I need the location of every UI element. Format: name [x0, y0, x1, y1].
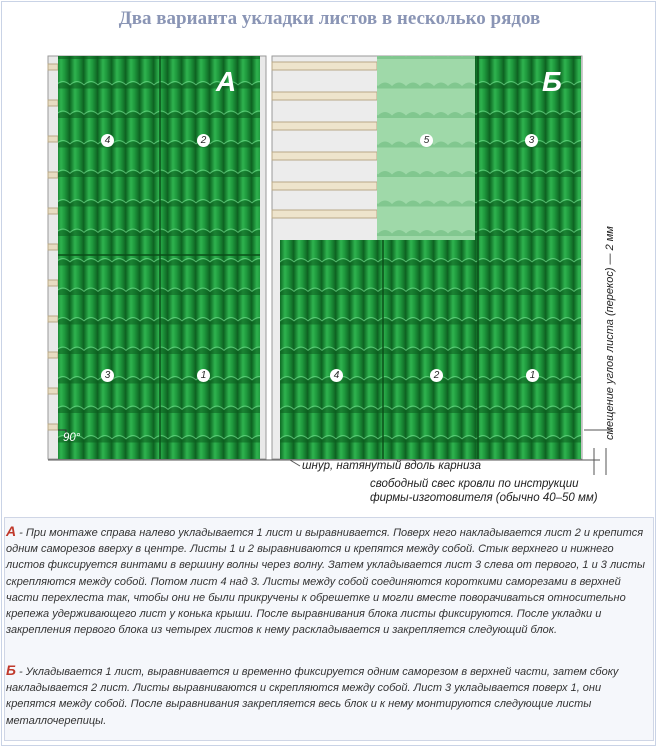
sheet-number: 4	[101, 134, 114, 147]
sheet-number: 4	[330, 369, 343, 382]
note-a	[6, 523, 646, 638]
cord-label: шнур, натянутый вдоль карниза	[302, 460, 481, 472]
panel-a	[48, 56, 266, 459]
note-b-text: - Укладывается 1 лист, выравнивается и временно фиксируется одним саморезом в верхней части, затем сбоку накладывается 2 лист. Листы выравниваются и скрепляются между собой. Лист 3 укладывается поверх 1, они крепятся между собой. После выравнивания закрепляется весь блок и к нему монтируются следующие листы металлочерепицы.	[6, 666, 619, 727]
sheet-number: 2	[197, 134, 210, 147]
figure-title: Два варианта укладки листов в несколько рядов	[118, 8, 541, 29]
sheet-number: 3	[101, 369, 114, 382]
note-a-lead: А	[6, 523, 17, 539]
sheet-number: 1	[526, 369, 539, 382]
sheet-3-upper	[475, 56, 581, 240]
panel-b	[272, 56, 582, 459]
sheet-number: 3	[525, 134, 538, 147]
sheet-number: 1	[197, 369, 210, 382]
panel-a-sheets	[58, 56, 260, 459]
note-b-lead: Б	[6, 662, 16, 678]
sheet-number: 5	[420, 134, 433, 147]
panel-a-letter: А	[216, 66, 237, 97]
cord-leader	[290, 460, 300, 466]
panel-b-letter: Б	[542, 66, 562, 97]
offset-label: смещение углов листа (перекос) — 2 мм	[604, 226, 616, 440]
overhang-label-line2: фирмы-изготовителя (обычно 40–50 мм)	[370, 492, 598, 504]
note-b	[6, 662, 646, 729]
overhang-label-line1: свободный свес кровли по инструкции	[370, 478, 579, 490]
angle-label: 90°	[63, 432, 81, 444]
sheet-5-transparent	[377, 56, 475, 240]
note-a-text: - При монтаже справа налево укладывается 1 лист и выравнивается. Поверх него накладывается лист 2 и крепится одним саморезов вверху в центре. Листы 1 и 2 выравниваются и крепятся между собой. Стык верхнего и нижнего листов фиксируется винтами в вершину волны через волну. Затем укладывается лист 3 слева от первого, 1 и 3 листы скрепляются между собой. Потом лист 4 над 3. Листы между собой соединяются короткими саморезами в верхней части перехлеста так, чтобы они не были прикручены к обрешетке и могли вместе поворачиваться относительно крепежа удерживающего лист у конька крыши. После выравнивания блока листы фиксируются. После укладки и закрепления первого блока из четырех листов к нему раскладывается и закрепляется следующий блок.	[6, 527, 646, 637]
sheet-number: 2	[430, 369, 443, 382]
panel-b-lower-sheets	[280, 240, 581, 459]
